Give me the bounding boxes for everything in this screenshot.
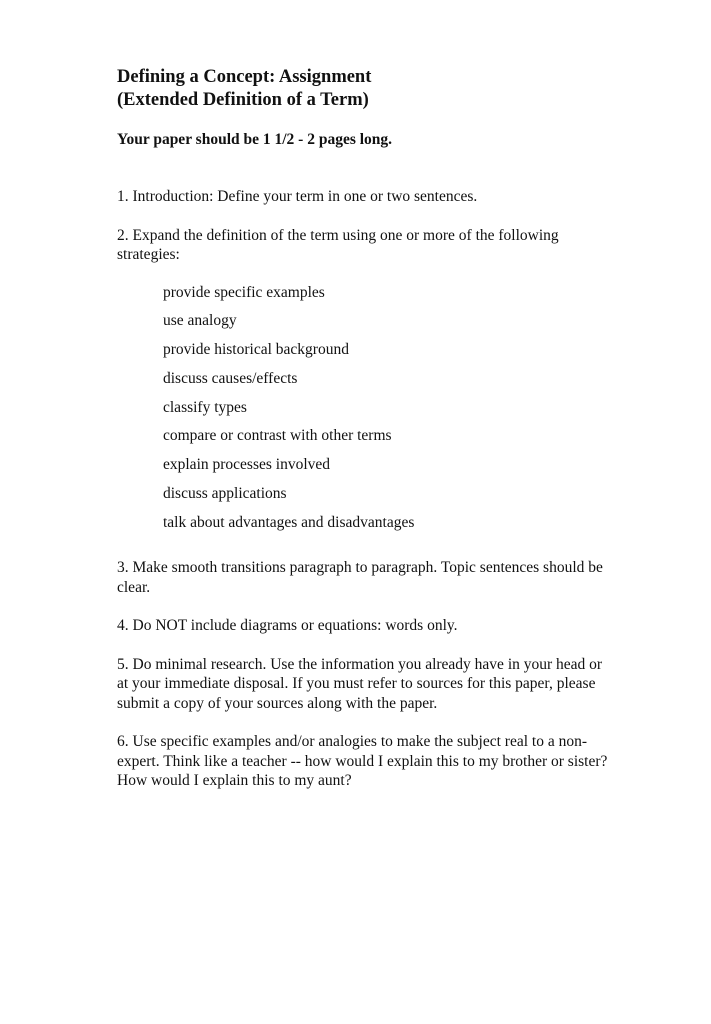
document-page <box>117 66 617 791</box>
strategy-item: use analogy <box>163 312 237 330</box>
strategy-item: discuss applications <box>163 485 287 503</box>
strategy-item: discuss causes/effects <box>163 369 298 387</box>
strategy-item: compare or contrast with other terms <box>163 427 392 445</box>
strategy-item: provide specific examples <box>163 283 325 301</box>
paragraph-introduction: 1. Introduction: Define your term in one or two sentences. <box>117 188 478 205</box>
strategies-list <box>117 283 617 533</box>
document-title <box>117 66 617 112</box>
paragraph-transitions: 3. Make smooth transitions paragraph to paragraph. Topic sentences should be clear. <box>117 559 603 596</box>
page-length-note: Your paper should be 1 1/2 - 2 pages long. <box>117 131 393 148</box>
paragraph-expand-definition: 2. Expand the definition of the term using one or more of the following strategies: <box>117 226 559 263</box>
strategy-item: classify types <box>163 398 247 416</box>
paragraph-minimal-research: 5. Do minimal research. Use the information you already have in your head or at your immediate disposal. If you must refer to sources for this paper, please submit a copy of your sources along with the paper. <box>117 655 603 712</box>
paragraph-specific-examples: 6. Use specific examples and/or analogies to make the subject real to a non-expert. Think like a teacher -- how would I explain this to my brother or sister? How would I explain this to my aunt? <box>117 733 608 790</box>
strategy-item: provide historical background <box>163 341 349 359</box>
title-line-1: Defining a Concept: Assignment <box>117 67 372 87</box>
strategy-item: talk about advantages and disadvantages <box>163 513 415 531</box>
paragraph-no-diagrams: 4. Do NOT include diagrams or equations: words only. <box>117 617 458 635</box>
title-line-2: (Extended Definition of a Term) <box>117 90 369 110</box>
strategy-item: explain processes involved <box>163 456 331 474</box>
